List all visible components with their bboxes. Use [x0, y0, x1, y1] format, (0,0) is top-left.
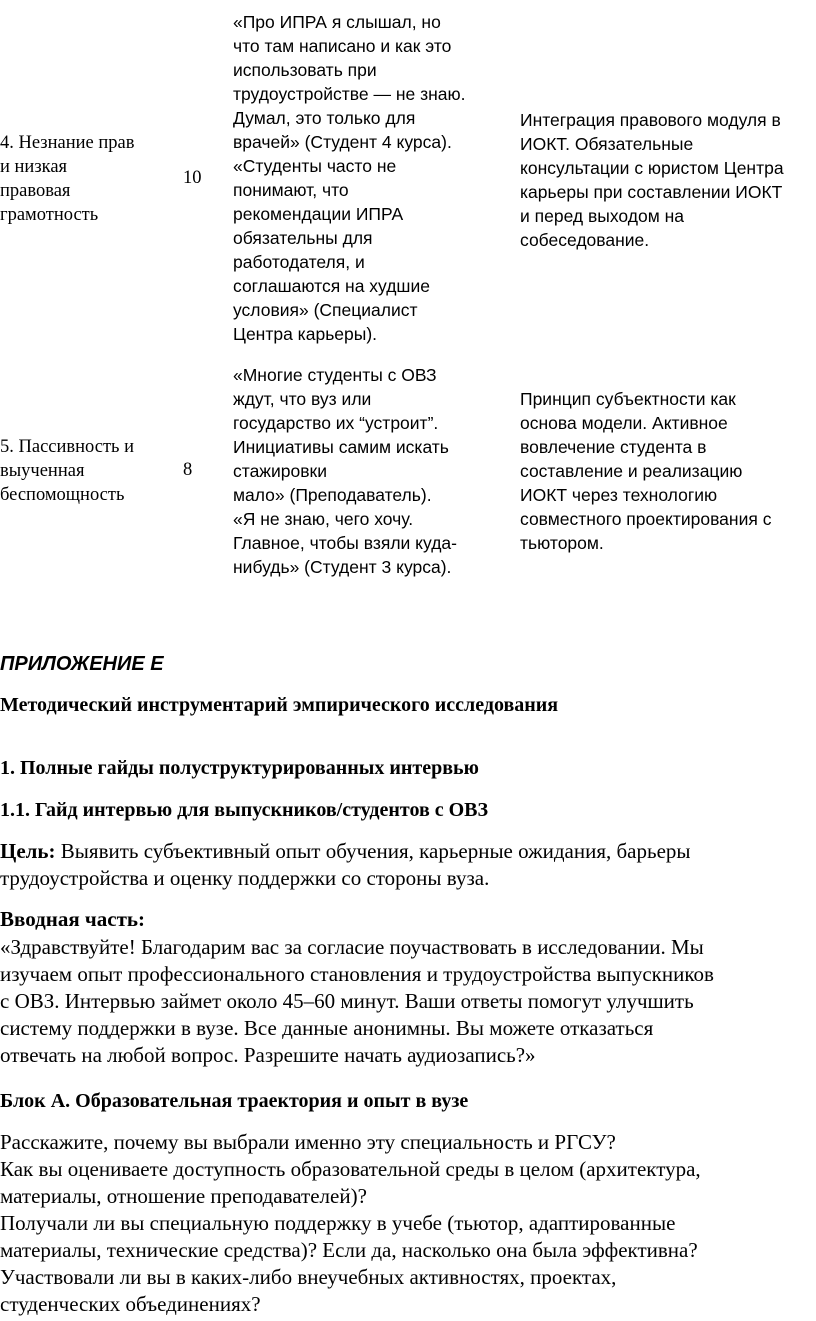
table-row-4-score: 10	[183, 168, 202, 188]
goal-text: Выявить субъективный опыт обучения, карьерные ожидания, барьеры трудоустройства и оценку поддержки со стороны вуза.	[0, 839, 691, 890]
section-1-heading: 1. Полные гайды полуструктурированных интервью	[0, 757, 479, 779]
section-1-1-heading: 1.1. Гайд интервью для выпускников/студентов с ОВЗ	[0, 799, 489, 821]
table-row-5-barrier: 5. Пассивность и выученная беспомощность	[0, 437, 134, 505]
goal-label: Цель:	[0, 839, 56, 863]
table-row-4-quotes: «Про ИПРА я слышал, но что там написано и как это использовать при трудоустройстве — не знаю. Думал, это только для врачей» (Студент 4 курса). «Студенты часто не понимают, что рекомендации ИПРА обязательны для работодателя, и соглашаются на худшие условия» (Специалист Центра карьеры).	[233, 12, 466, 344]
table-row-5-quotes: «Многие студенты с ОВЗ ждут, что вуз или государство их “устроит”. Инициативы самим искать стажировки мало» (Преподаватель). «Я не знаю, чего хочу. Главное, чтобы взяли куда- нибудь» (Студент 3 курса).	[233, 365, 457, 577]
goal-paragraph	[0, 838, 816, 892]
intro-text: «Здравствуйте! Благодарим вас за согласие поучаствовать в исследовании. Мы изучаем опыт профессионального становления и трудоустройства выпускников с ОВЗ. Интервью займет около 45–60 минут. Ваши ответы помогут улучшить систему поддержки в вузе. Все данные анонимны. Вы можете отказаться отвечать на любой вопрос. Разрешите начать аудиозапись?»	[0, 935, 714, 1067]
block-a-title: Блок А. Образовательная траектория и опыт в вузе	[0, 1090, 469, 1112]
table-row-5-solution: Принцип субъектности как основа модели. Активное вовлечение студента в составление и реализацию ИОКТ через технологию совместного проектирования с тьютором.	[520, 389, 772, 553]
table-row-5-score: 8	[183, 460, 193, 480]
intro-label: Вводная часть:	[0, 907, 146, 931]
block-a-questions: Расскажите, почему вы выбрали именно эту специальность и РГСУ? Как вы оцениваете доступность образовательной среды в целом (архитектура, материалы, отношение преподавателей)? Получали ли вы специальную поддержку в учебе (тьютор, адаптированные материалы, технические средства)? Если да, насколько она была эффективна? Участвовали ли вы в каких-либо внеучебных активностях, проектах, студенческих объединениях?	[0, 1130, 701, 1316]
table-row-4-barrier: 4. Незнание прав и низкая правовая грамотность	[0, 133, 135, 225]
appendix-heading: Методический инструментарий эмпирического исследования	[0, 694, 559, 716]
table-row-4-solution: Интеграция правового модуля в ИОКТ. Обязательные консультации с юристом Центра карьеры при составлении ИОКТ и перед выходом на собеседование.	[520, 110, 784, 250]
appendix-title: ПРИЛОЖЕНИЕ Е	[0, 653, 164, 675]
